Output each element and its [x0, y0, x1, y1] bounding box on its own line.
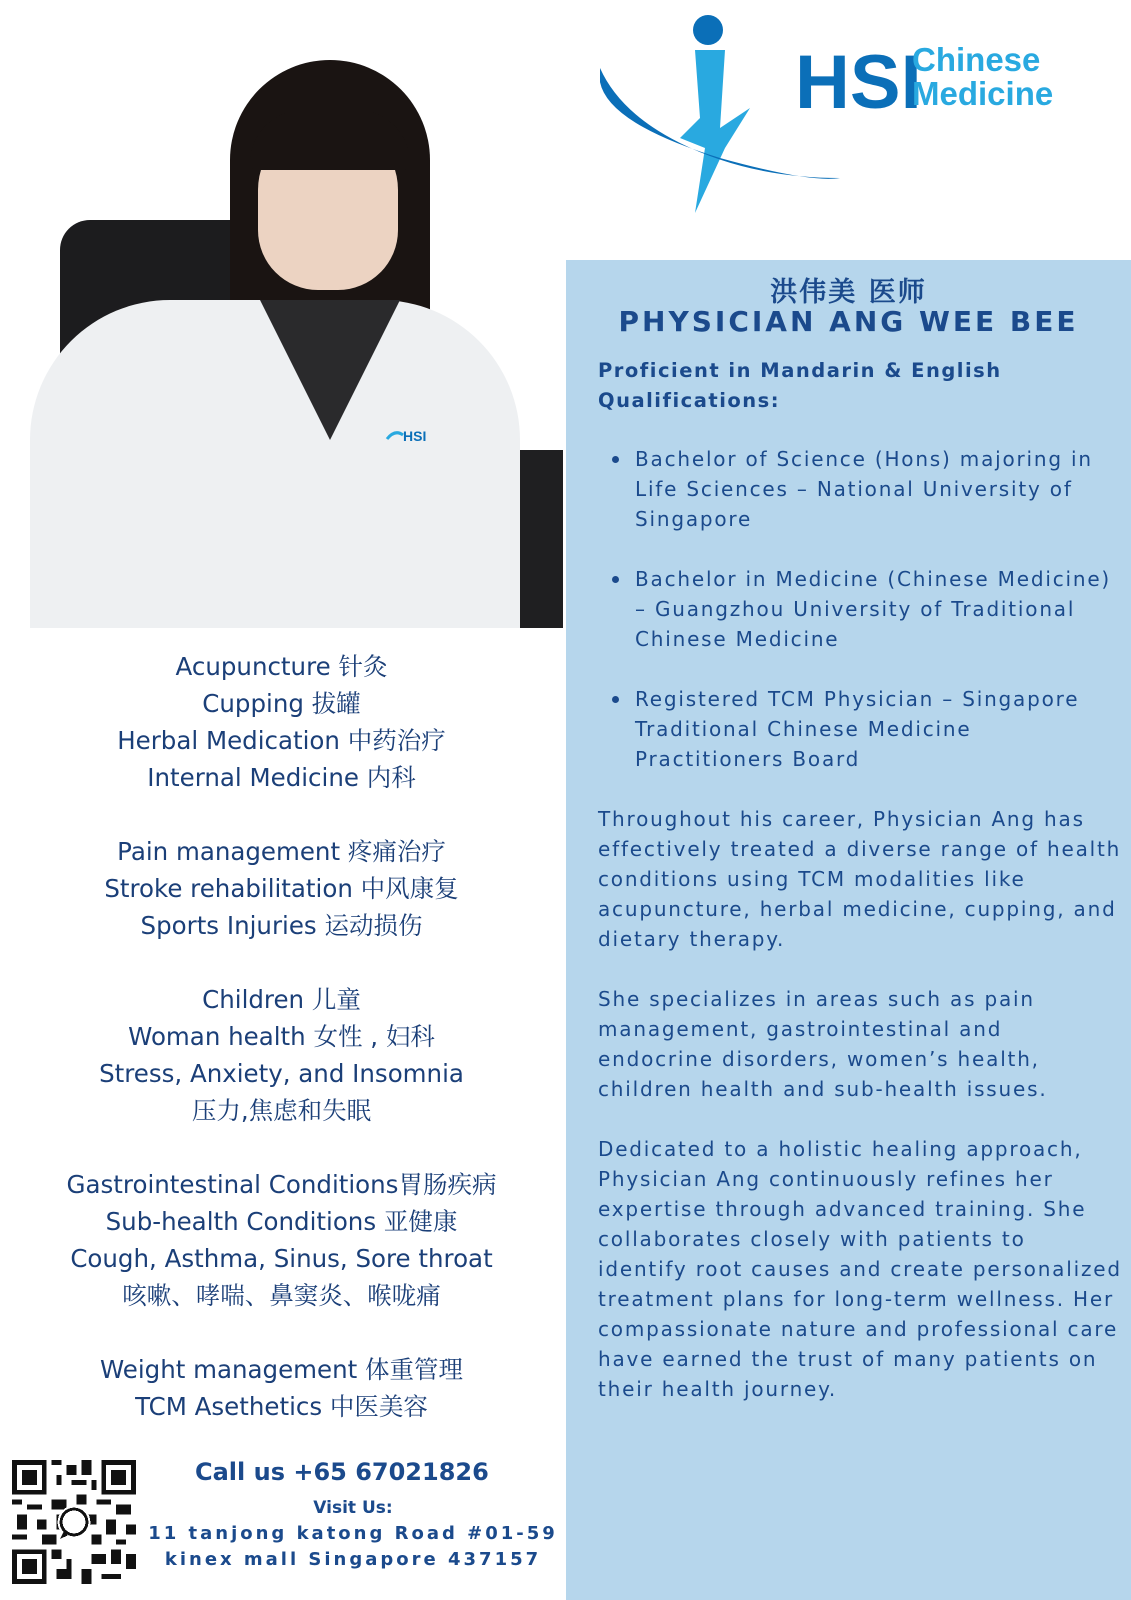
service-item: 压力,焦虑和失眠 — [191, 1096, 372, 1125]
service-item: Internal Medicine 内科 — [147, 763, 416, 792]
qualifications-label: Qualifications: — [598, 389, 781, 412]
coat-logo-badge — [385, 425, 455, 447]
service-item: Herbal Medication 中药治疗 — [117, 726, 446, 755]
qualification-item: Registered TCM Physician – Singapore Traditional Chinese Medicine Practitioners Board — [598, 684, 1118, 774]
service-group — [0, 1166, 563, 1314]
logo-line2-text: Medicine — [912, 75, 1054, 112]
service-group — [0, 981, 563, 1129]
service-item: Gastrointestinal Conditions胃肠疾病 — [66, 1170, 497, 1199]
service-item: Children 儿童 — [202, 985, 361, 1014]
physician-name-english: PHYSICIAN ANG WEE BEE — [618, 305, 1079, 338]
service-item: Sub-health Conditions 亚健康 — [105, 1207, 458, 1236]
service-item: Cough, Asthma, Sinus, Sore throat — [70, 1244, 493, 1273]
qualification-item: Bachelor of Science (Hons) majoring in Life Sciences – National University of Singapore — [598, 444, 1118, 534]
service-item: Cupping 拔罐 — [202, 689, 361, 718]
service-item: Stroke rehabilitation 中风康复 — [104, 874, 459, 903]
service-item: Pain management 疼痛治疗 — [117, 837, 446, 866]
services-list — [0, 648, 563, 1462]
service-item: Weight management 体重管理 — [99, 1355, 464, 1384]
physician-portrait — [0, 0, 563, 628]
hsi-logo — [600, 8, 1080, 218]
physician-name-chinese: 洪伟美 医师 — [770, 277, 927, 308]
service-group — [0, 648, 563, 796]
call-us-phone[interactable]: Call us +65 67021826 — [195, 1458, 489, 1486]
visit-us-label: Visit Us: — [313, 1498, 393, 1518]
languages-text: Proficient in Mandarin & English — [598, 359, 1002, 382]
bio-paragraph: Throughout his career, Physician Ang has effectively treated a diverse range of health conditions using TCM modalities like acupuncture, herbal medicine, cupping, and dietary therapy. — [598, 807, 1122, 951]
whatsapp-qr-code-icon[interactable] — [12, 1460, 136, 1584]
qualifications-list — [598, 444, 1118, 804]
service-item: TCM Asethetics 中医美容 — [135, 1392, 428, 1421]
service-group — [0, 833, 563, 944]
service-item: Acupuncture 针灸 — [175, 652, 388, 681]
service-item: 咳嗽、哮喘、鼻窦炎、喉咙痛 — [122, 1281, 441, 1310]
service-group — [0, 1351, 563, 1425]
service-item: Sports Injuries 运动损伤 — [140, 911, 423, 940]
address-line-2: kinex mall Singapore 437157 — [164, 1549, 542, 1570]
qualifications-header — [598, 356, 1002, 416]
address-line-1: 11 tanjong katong Road #01-59 — [148, 1523, 558, 1544]
bio-paragraph: Dedicated to a holistic healing approach, Physician Ang continuously refines her expertise through advanced training. She collaborates closely with patients to identify root causes and create personalized treatment plans for long-term wellness. Her compassionate nature and professional care have earned the trust of many patients on their health journey. — [598, 1137, 1122, 1401]
service-item: Woman health 女性 , 妇科 — [128, 1022, 435, 1051]
logo-line1-text: Chinese — [912, 41, 1041, 78]
bio-paragraph: She specializes in areas such as pain management, gastrointestinal and endocrine disorders, women’s health, children health and sub-health issues. — [598, 987, 1048, 1101]
service-item: Stress, Anxiety, and Insomnia — [99, 1059, 464, 1088]
svg-text:HSI: HSI — [403, 428, 427, 444]
qualification-item: Bachelor in Medicine (Chinese Medicine) – Guangzhou University of Traditional Chinese Medicine — [598, 564, 1118, 654]
logo-hsi-text: HSI — [795, 40, 922, 125]
